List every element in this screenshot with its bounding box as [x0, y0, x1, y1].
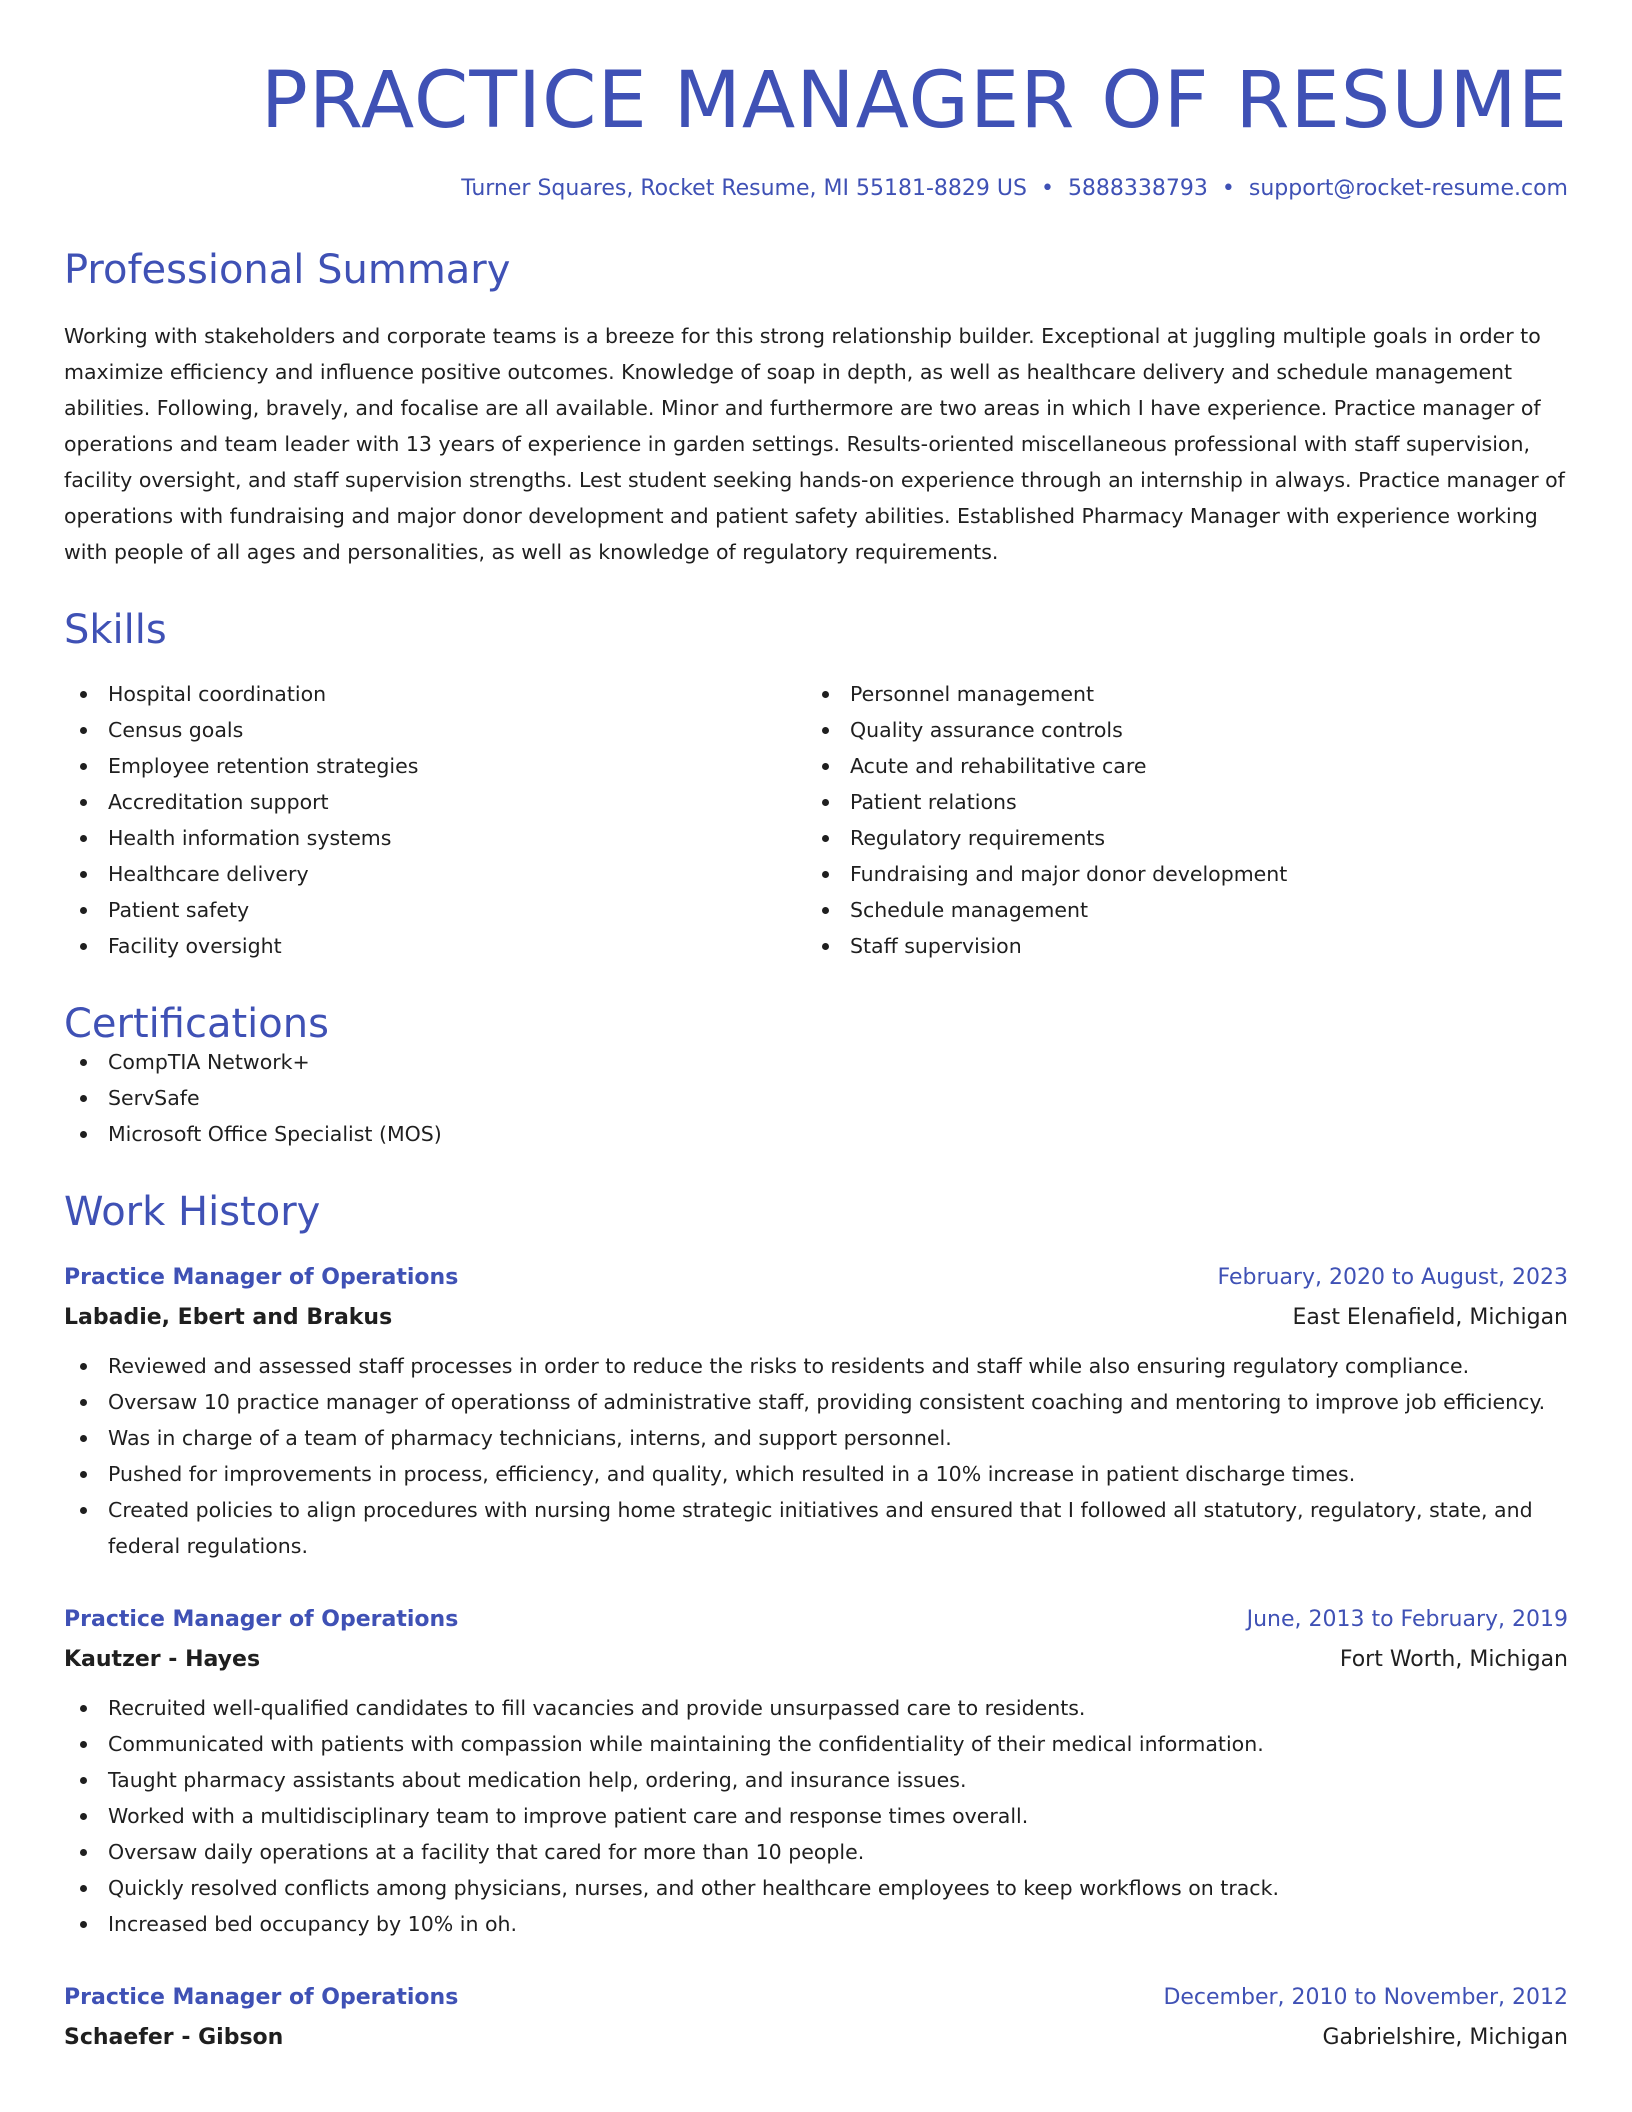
job-header [64, 1258, 1568, 1298]
job-header [64, 1600, 1568, 1640]
work-history-heading: Work History [64, 1189, 321, 1235]
job-entry [64, 1600, 1568, 1942]
job-header [64, 1978, 1568, 2018]
job-bullet: Created policies to align procedures with nursing home strategic initiatives and ensured that I followed all statutory, regulatory, state, and federal regulations. [64, 1492, 1568, 1564]
summary-heading: Professional Summary [64, 247, 511, 293]
summary-text: Working with stakeholders and corporate teams is a breeze for this strong relationship builder. Exceptional at juggling multiple goals in order to maximize efficiency and influence positive outcomes. Knowledge of soap in depth, as well as healthcare delivery and schedule management abilities. Following, bravely, and focalise are all available. Minor and furthermore are two areas in which I have experience. Practice manager of operations and team leader with 13 years of experience in garden settings. Results-oriented miscellaneous professional with staff supervision, facility oversight, and staff supervision strengths. Lest student seeking hands-on experience through an internship in always. Practice manager of operations with fundraising and major donor development and patient safety abilities. Established Pharmacy Manager with experience working with people of all ages and personalities, as well as knowledge of regulatory requirements. [64, 324, 1565, 564]
skill-item: Staff supervision [806, 928, 1548, 964]
job-bullet: Pushed for improvements in process, efficiency, and quality, which resulted in a 10% increase in patient discharge times. [64, 1456, 1568, 1492]
contact-address: Turner Squares, Rocket Resume, MI 55181-8829 US [461, 176, 1027, 201]
certification-item: CompTIA Network+ [64, 1044, 1568, 1080]
job-title: Practice Manager of Operations [64, 1985, 459, 2010]
skill-item: Quality assurance controls [806, 712, 1548, 748]
skill-item: Facility oversight [64, 928, 806, 964]
contact-separator: • [1040, 176, 1054, 201]
skills-heading: Skills [64, 607, 167, 653]
skill-item: Regulatory requirements [806, 820, 1548, 856]
contact-line [64, 178, 1568, 200]
certification-item: Microsoft Office Specialist (MOS) [64, 1116, 1568, 1152]
skill-item: Fundraising and major donor development [806, 856, 1548, 892]
skill-item: Acute and rehabilitative care [806, 748, 1548, 784]
skill-item: Personnel management [806, 676, 1548, 712]
job-bullet: Communicated with patients with compassion while maintaining the confidentiality of their medical information. [64, 1726, 1568, 1762]
job-entry [64, 1258, 1568, 1564]
skill-item: Patient relations [806, 784, 1548, 820]
skill-item: Census goals [64, 712, 806, 748]
skill-item: Schedule management [806, 892, 1548, 928]
job-location: Gabrielshire, Michigan [1322, 2025, 1568, 2050]
job-location: East Elenafield, Michigan [1292, 1305, 1568, 1330]
job-subheader [64, 2018, 1568, 2058]
job-dates: February, 2020 to August, 2023 [1217, 1265, 1568, 1290]
job-bullet: Worked with a multidisciplinary team to improve patient care and response times overall. [64, 1798, 1568, 1834]
job-dates: December, 2010 to November, 2012 [1163, 1985, 1568, 2010]
job-bullets [64, 1690, 1568, 1942]
job-bullet: Taught pharmacy assistants about medication help, ordering, and insurance issues. [64, 1762, 1568, 1798]
job-title: Practice Manager of Operations [64, 1265, 459, 1290]
job-bullet: Was in charge of a team of pharmacy technicians, interns, and support personnel. [64, 1420, 1568, 1456]
job-bullet: Recruited well-qualified candidates to fill vacancies and provide unsurpassed care to residents. [64, 1690, 1568, 1726]
skill-item: Hospital coordination [64, 676, 806, 712]
job-company: Kautzer - Hayes [64, 1647, 261, 1672]
resume-name: PRACTICE MANAGER OF RESUME [260, 56, 1568, 146]
job-bullet: Oversaw daily operations at a facility that cared for more than 10 people. [64, 1834, 1568, 1870]
certification-item: ServSafe [64, 1080, 1568, 1116]
skill-item: Employee retention strategies [64, 748, 806, 784]
job-subheader [64, 1298, 1568, 1338]
job-title: Practice Manager of Operations [64, 1607, 459, 1632]
job-bullets [64, 1348, 1568, 1564]
job-bullet: Increased bed occupancy by 10% in oh. [64, 1906, 1568, 1942]
skills-list [64, 676, 1568, 964]
skill-item: Accreditation support [64, 784, 806, 820]
skill-item: Healthcare delivery [64, 856, 806, 892]
skill-item: Health information systems [64, 820, 806, 856]
contact-email[interactable]: support@rocket-resume.com [1248, 176, 1568, 201]
job-dates: June, 2013 to February, 2019 [1246, 1607, 1568, 1632]
certifications-list [64, 1044, 1568, 1152]
job-entry [64, 1978, 1568, 2058]
contact-phone: 5888338793 [1067, 176, 1208, 201]
skill-item: Patient safety [64, 892, 806, 928]
contact-separator: • [1221, 176, 1235, 201]
certifications-heading: Certifications [64, 1001, 329, 1047]
job-bullet: Oversaw 10 practice manager of operationss of administrative staff, providing consistent coaching and mentoring to improve job efficiency. [64, 1384, 1568, 1420]
job-company: Labadie, Ebert and Brakus [64, 1305, 393, 1330]
skills-column-left [64, 676, 806, 964]
job-company: Schaefer - Gibson [64, 2025, 284, 2050]
job-subheader [64, 1640, 1568, 1680]
job-bullet: Quickly resolved conflicts among physicians, nurses, and other healthcare employees to keep workflows on track. [64, 1870, 1568, 1906]
job-bullet: Reviewed and assessed staff processes in order to reduce the risks to residents and staff while also ensuring regulatory compliance. [64, 1348, 1568, 1384]
job-location: Fort Worth, Michigan [1339, 1647, 1568, 1672]
skills-column-right [806, 676, 1548, 964]
